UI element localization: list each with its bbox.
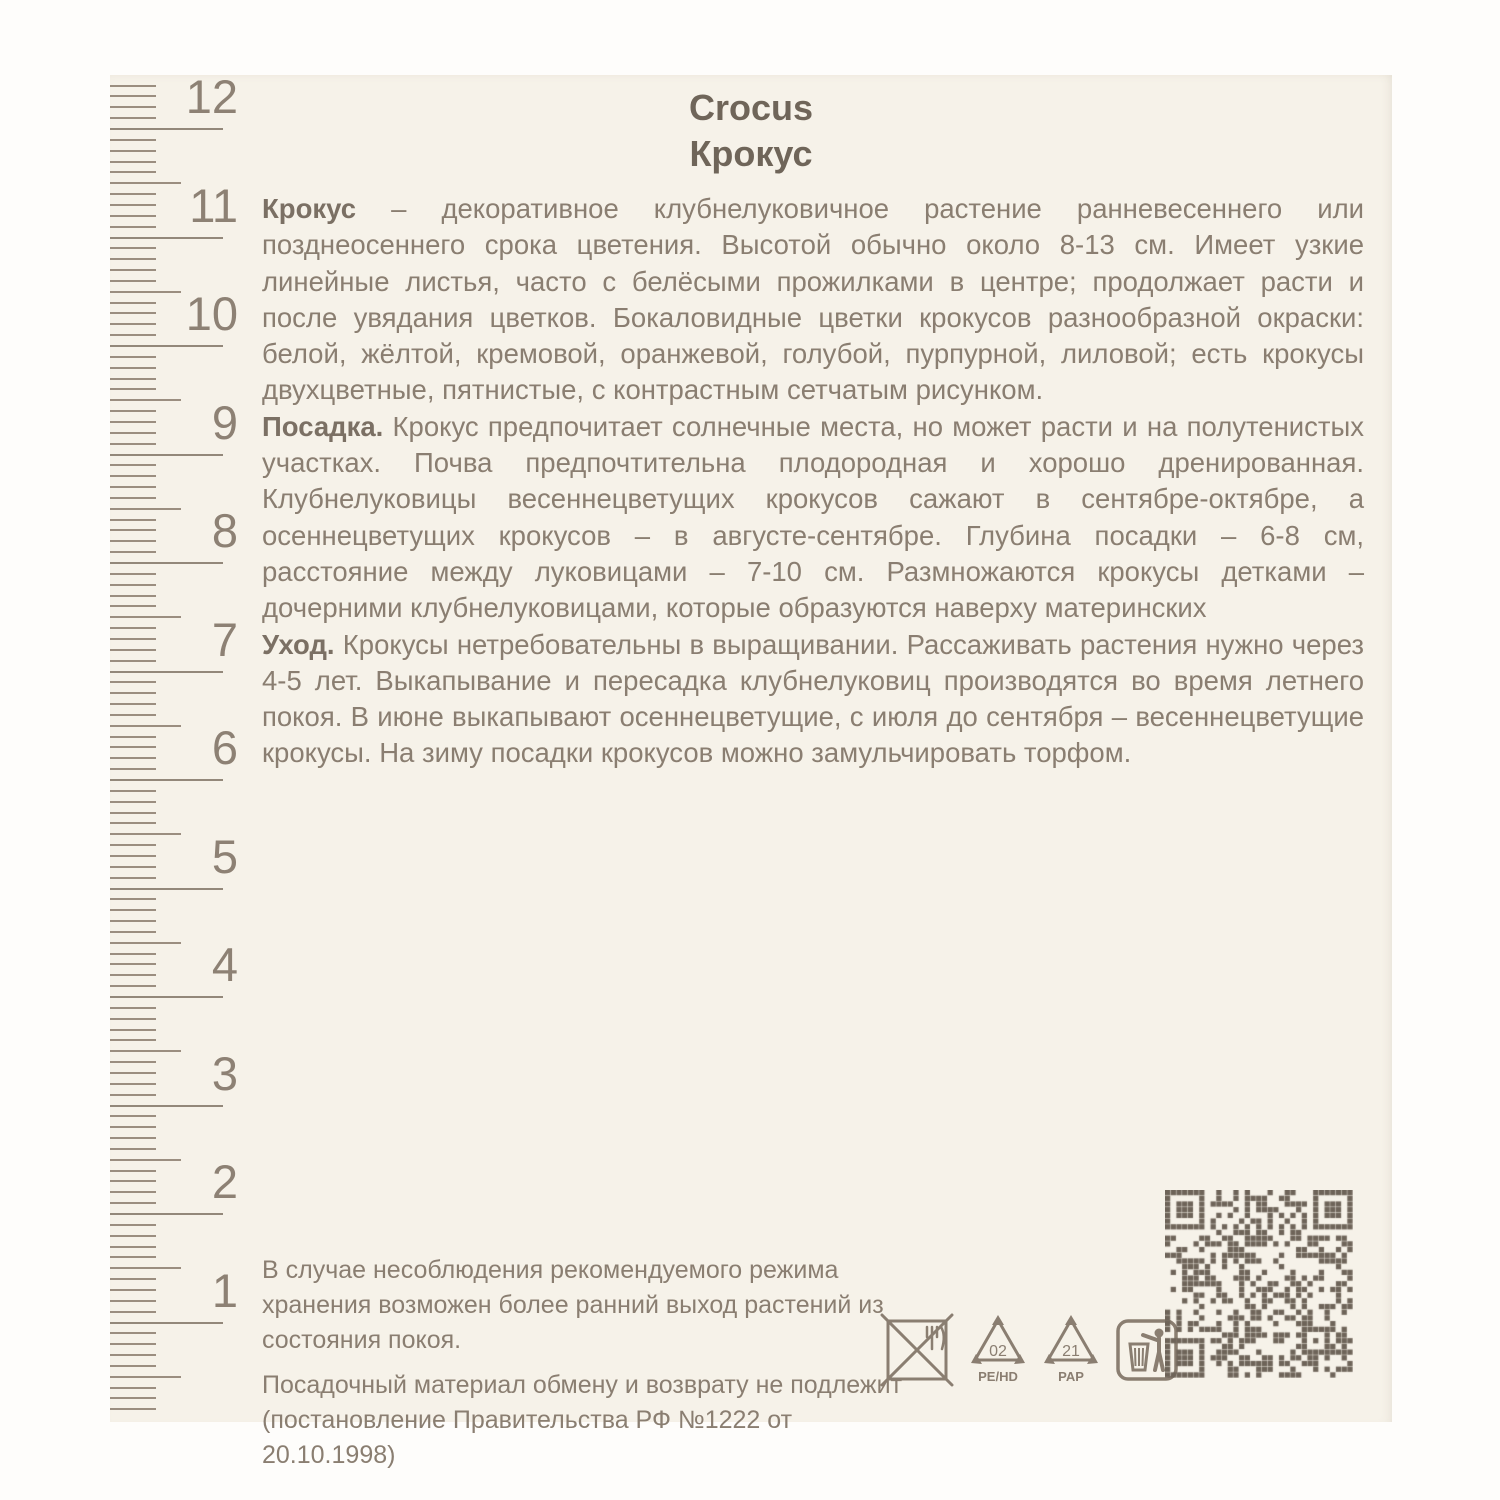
ruler-tick: [110, 1354, 156, 1356]
ruler-tick: [110, 801, 156, 803]
ruler-number: 6: [211, 721, 238, 774]
ruler-tick: [110, 1007, 156, 1009]
ruler-tick: [110, 1029, 156, 1031]
ruler-tick: [110, 1115, 156, 1117]
title-latin: Crocus: [688, 87, 814, 128]
ruler-tick: [110, 1365, 156, 1367]
ruler-tick: [110, 454, 223, 456]
ruler-tick: [110, 1397, 156, 1399]
ruler-tick: [110, 1224, 156, 1226]
ruler-number: 11: [189, 178, 238, 232]
paragraph-care: [262, 627, 1364, 772]
ruler-number: 1: [211, 1263, 238, 1317]
ruler-number: 10: [185, 287, 238, 340]
paragraph-body: Крокусы нетребовательны в выращивании. Рассаживать растения нужно через 4-5 лет. Выкапывание и пересадка клубнелуковиц производятся во время летнего покоя. В июне выкапывают осеннецветущие, с июля до сентября – весеннецветущие крокусы. На зиму посадки крокусов можно замульчировать торфом.: [262, 628, 1364, 769]
ruler-tick: [110, 1105, 223, 1107]
paragraph-planting: [262, 409, 1364, 627]
ruler-tick: [110, 605, 156, 607]
paragraph-lead: Уход.: [262, 628, 335, 660]
packaging-pictograms: [880, 1313, 1179, 1387]
ruler-tick: [110, 562, 223, 564]
ruler-tick: [110, 1235, 156, 1237]
ruler-tick: [110, 920, 156, 922]
svg-text:PAP: PAP: [1058, 1369, 1084, 1384]
ruler-tick: [110, 388, 156, 390]
ruler-tick: [110, 345, 223, 347]
ruler-tick: [110, 671, 223, 673]
do-not-eat-icon: [880, 1313, 954, 1387]
ruler-tick: [110, 692, 156, 694]
ruler-tick: [110, 1322, 223, 1324]
title-block: [110, 85, 1392, 177]
ruler-tick: [110, 790, 156, 792]
ruler-tick: [110, 280, 156, 282]
ruler-tick: [110, 1039, 156, 1041]
ruler-tick: [110, 1387, 156, 1389]
ruler-tick: [110, 909, 156, 911]
ruler-tick: [110, 1408, 156, 1410]
ruler-tick: [110, 1332, 156, 1334]
ruler-number: 5: [211, 829, 238, 883]
title-russian: Крокус: [689, 133, 813, 174]
ruler-tick: [110, 822, 156, 824]
ruler-tick: [110, 486, 156, 488]
paragraph-description: [262, 191, 1364, 409]
svg-text:PE/HD: PE/HD: [978, 1369, 1018, 1384]
ruler-tick: [110, 714, 156, 716]
description-text: [262, 191, 1364, 772]
ruler-number: 3: [211, 1046, 238, 1100]
seed-packet-back: [110, 70, 1392, 1469]
ruler-tick: [110, 356, 156, 358]
ruler-tick: [110, 1213, 223, 1215]
ruler-tick: [110, 237, 223, 239]
ruler-tick: [110, 584, 156, 586]
ruler-tick: [110, 888, 223, 890]
ruler-tick: [110, 1246, 156, 1248]
ruler-tick: [110, 996, 223, 998]
ruler-tick: [110, 1376, 181, 1378]
paragraph-body: – декоративное клубнелуковичное растение ранневесеннего или позднеосеннего срока цветения. Высотой обычно около 8-13 см. Имеет узкие линейные листья, часто с белёсыми прожилками в центре; продолжает расти и после увядания цветков. Бокаловидные цветки крокусов разнообразной окраски: белой, жёлтой, кремовой, оранжевой, голубой, пурпурной, лиловой; есть крокусы двухцветные, пятнистые, с контрастным сетчатым рисунком.: [262, 193, 1364, 406]
svg-text:02: 02: [989, 1343, 1007, 1360]
ruler-tick: [110, 497, 156, 499]
ruler-number: 7: [211, 612, 238, 666]
ruler-tick: [110, 931, 156, 933]
return-note: Посадочный материал обмену и возврату не подлежит (постановление Правительства РФ №1222 от 20.10.1998): [262, 1371, 903, 1469]
ruler-tick: [110, 269, 156, 271]
ruler-tick: [110, 1343, 156, 1345]
ruler-tick: [110, 475, 156, 477]
ruler-tick: [110, 1137, 156, 1139]
ruler-tick: [110, 1126, 156, 1128]
ruler-tick: [110, 247, 156, 249]
ruler-number: 9: [211, 395, 238, 449]
qr-code: [1165, 1190, 1353, 1378]
ruler-tick: [110, 779, 223, 781]
ruler-tick: [110, 1148, 156, 1150]
recycle-pehd-icon: [969, 1313, 1027, 1387]
svg-text:21: 21: [1062, 1343, 1080, 1360]
paragraph-lead: Крокус: [262, 193, 357, 224]
ruler-tick: [110, 703, 156, 705]
ruler-number: 2: [211, 1155, 238, 1208]
ruler-tick: [110, 378, 156, 380]
ruler-tick: [110, 258, 156, 260]
ruler-tick: [110, 464, 156, 466]
ruler-tick: [110, 573, 156, 575]
storage-note: В случае несоблюдения рекомендуемого режима хранения возможен более ранний выход растений из состояния покоя.: [262, 1256, 884, 1354]
ruler-number: 8: [211, 504, 238, 557]
ruler-tick: [110, 812, 156, 814]
ruler-tick: [110, 1018, 156, 1020]
footer-notes: [262, 1253, 910, 1473]
paragraph-lead: Посадка.: [262, 410, 384, 442]
ruler-tick: [110, 1256, 156, 1258]
recycle-pap-icon: [1042, 1313, 1100, 1387]
ruler-number: 4: [211, 938, 238, 991]
ruler-tick: [110, 898, 156, 900]
ruler-tick: [110, 595, 156, 597]
ruler-number: 12: [185, 70, 238, 123]
ruler-tick: [110, 367, 156, 369]
ruler-tick: [110, 681, 156, 683]
paragraph-body: Крокус предпочитает солнечные места, но может расти и на полутенистых участках. Почва предпочтительна плодородная и хорошо дренированная. Клубнелуковицы весеннецветущих крокусов сажают в сентябре-октябре, а осеннецветущих крокусов – в августе-сентябре. Глубина посадки – 6-8 см, расстояние между луковицами – 7-10 см. Размножаются крокусы детками – дочерними клубнелуковицами, которые образуются наверху материнских: [262, 410, 1364, 624]
